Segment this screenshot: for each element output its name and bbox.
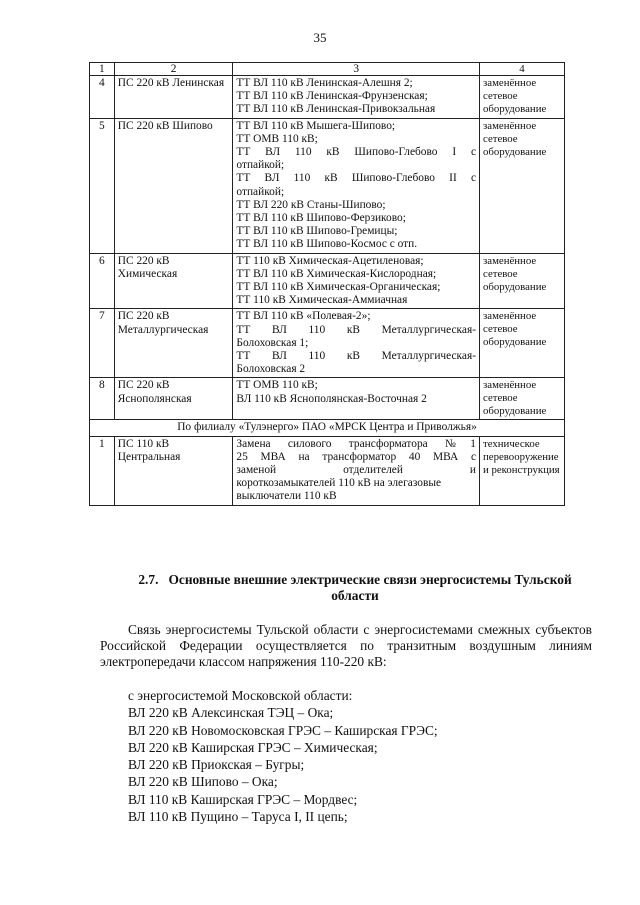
list-item: ВЛ 220 кВ Каширская ГРЭС – Химическая; (128, 739, 378, 755)
equipment-line: ТТ ОМВ 110 кВ; (236, 132, 318, 145)
equipment-line: ТТ 110 кВ Химическая-Ацетиленовая; (236, 254, 424, 267)
equipment-line: Болоховская 1; (236, 336, 309, 349)
status-note: заменённое сетевое оборудование (480, 253, 565, 309)
body-paragraph (100, 622, 592, 671)
equipment-line: ТТ ВЛ 110 кВ Металлургическая- (236, 323, 477, 336)
equipment-line: ТТ ВЛ 110 кВ Шипово-Космос с отп. (236, 238, 418, 251)
table-row (90, 436, 565, 505)
equipment-line: ТТ ВЛ 110 кВ Ленинская-Фрунзенская; (236, 90, 428, 103)
equipment-line: ТТ ВЛ 110 кВ Ленинская-Привокзальная (236, 103, 436, 116)
equipment-line: отпайкой; (236, 159, 285, 172)
status-note: заменённое сетевое оборудование (480, 76, 565, 119)
equipment-line: 25 МВА на трансформатор 40 МВА с (236, 450, 477, 463)
row-number: 8 (90, 378, 115, 420)
equipment-line: ТТ ВЛ 110 кВ Шипово-Гремицы; (236, 225, 398, 238)
equipment-list (233, 118, 480, 253)
section-heading (120, 572, 590, 604)
list-item: ВЛ 220 кВ Приокская – Бугры; (128, 757, 305, 773)
table-row (90, 309, 565, 378)
list-item: ВЛ 220 кВ Новомосковская ГРЭС – Каширская ГРЭС; (128, 722, 438, 738)
substation-name: ПС 220 кВ Шипово (114, 118, 233, 253)
equipment-line: ТТ ВЛ 220 кВ Станы-Шипово; (236, 198, 386, 211)
header-col-4: 4 (480, 63, 565, 76)
substation-name: ПС 220 кВ Химическая (114, 253, 233, 309)
equipment-line: короткозамыкателей 110 кВ на элегазовые (236, 477, 442, 490)
substation-name: ПС 220 кВ Ленинская (114, 76, 233, 119)
equipment-line: ВЛ 110 кВ Яснополянская-Восточная 2 (236, 392, 427, 405)
equipment-list (233, 309, 480, 378)
status-note: техническое перевооружение и реконструкция (480, 436, 565, 505)
section-row (90, 420, 565, 436)
equipment-line: ТТ ВЛ 110 кВ Мышега-Шипово; (236, 119, 396, 132)
table-row (90, 378, 565, 420)
header-col-3: 3 (233, 63, 480, 76)
status-note: заменённое сетевое оборудование (480, 118, 565, 253)
equipment-line: ТТ ВЛ 110 кВ Шипово-Глебово I с (236, 146, 477, 159)
equipment-table (89, 62, 565, 506)
equipment-line: заменой отделителей и (236, 464, 477, 477)
list-item: ВЛ 110 кВ Пущино – Таруса I, II цепь; (128, 809, 348, 825)
equipment-line: ТТ ВЛ 110 кВ «Полевая-2»; (236, 310, 371, 323)
row-number: 4 (90, 76, 115, 119)
equipment-list (233, 436, 480, 505)
status-note: заменённое сетевое оборудование (480, 378, 565, 420)
table-header-row (90, 63, 565, 76)
header-col-2: 2 (114, 63, 233, 76)
equipment-line: Болоховская 2 (236, 363, 306, 376)
equipment-line: ТТ ВЛ 110 кВ Шипово-Ферзиково; (236, 212, 406, 225)
equipment-line: ТТ ОМВ 110 кВ; (236, 379, 318, 392)
equipment-line: ТТ ВЛ 110 кВ Химическая-Органическая; (236, 281, 441, 294)
list-item: ВЛ 220 кВ Шипово – Ока; (128, 774, 278, 790)
table-row (90, 253, 565, 309)
paragraph-text: Связь энергосистемы Тульской области с энергосистемами смежных субъектов Российской Федерации осуществляется по транзитным воздушным линиям электропередачи классом напряжения 110-220 кВ: (100, 622, 592, 670)
list-intro: с энергосистемой Московской области: (128, 688, 353, 703)
row-number: 6 (90, 253, 115, 309)
table-row (90, 76, 565, 119)
equipment-line: отпайкой; (236, 185, 285, 198)
table-row (90, 118, 565, 253)
row-number: 5 (90, 118, 115, 253)
equipment-list (233, 253, 480, 309)
list-item: ВЛ 220 кВ Алексинская ТЭЦ – Ока; (128, 705, 334, 721)
equipment-line: ТТ ВЛ 110 кВ Химическая-Кислородная; (236, 267, 437, 280)
substation-name: ПС 220 кВ Металлургическая (114, 309, 233, 378)
equipment-line: ТТ ВЛ 110 кВ Шипово-Глебово II с (236, 172, 477, 185)
equipment-line: выключатели 110 кВ (236, 490, 337, 503)
equipment-line: ТТ ВЛ 110 кВ Металлургическая- (236, 350, 477, 363)
equipment-list (233, 378, 480, 420)
header-col-1: 1 (90, 63, 115, 76)
section-number: 2.7. (138, 572, 159, 587)
equipment-list (233, 76, 480, 119)
status-note: заменённое сетевое оборудование (480, 309, 565, 378)
equipment-line: ТТ ВЛ 110 кВ Ленинская-Алешня 2; (236, 77, 413, 89)
equipment-line: Замена силового трансформатора №1 (236, 437, 477, 450)
section-title: Основные внешние электрические связи энергосистемы Тульской области (168, 572, 572, 603)
substation-name: ПС 110 кВ Центральная (114, 436, 233, 505)
branch-section-title: По филиалу «Тулэнерго» ПАО «МРСК Центра и Приволжья» (90, 420, 565, 436)
line-list (128, 687, 588, 825)
page-number: 35 (313, 30, 327, 45)
substation-name: ПС 220 кВ Яснополянская (114, 378, 233, 420)
row-number: 1 (90, 436, 115, 505)
list-item: ВЛ 110 кВ Каширская ГРЭС – Мордвес; (128, 791, 358, 807)
row-number: 7 (90, 309, 115, 378)
equipment-line: ТТ 110 кВ Химическая-Аммиачная (236, 294, 408, 307)
